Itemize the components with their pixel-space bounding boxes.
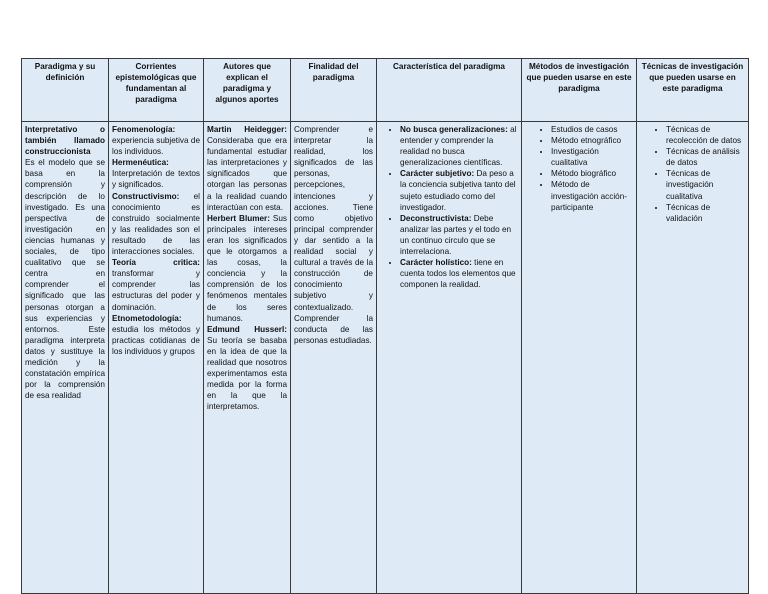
- current-item: [112, 191, 200, 258]
- author-item: [207, 124, 287, 213]
- current-text: transformar y comprender las estructuras del poder y dominación.: [112, 269, 200, 312]
- characteristic-term: No busca generalizaciones:: [400, 125, 508, 134]
- header-cell: Autores que explican el paradigma y algunos aportes: [204, 59, 291, 122]
- characteristic-term: Carácter holístico:: [400, 258, 472, 268]
- method-item: • Método de investigación acción-participante: [551, 179, 633, 212]
- author-name: Edmund Husserl:: [207, 324, 287, 334]
- header-cell: Métodos de investigación que pueden usarse en este paradigma: [522, 59, 637, 122]
- author-item: [207, 213, 287, 324]
- characteristic-text: al entender y comprender la realidad no busca generalizaciones científicas.: [400, 125, 517, 168]
- header-cell: Finalidad del paradigma: [291, 59, 377, 122]
- current-term: Constructivismo:: [112, 191, 180, 201]
- current-text: Interpretación de textos y significados.: [112, 169, 200, 190]
- header-cell: Técnicas de investigación que pueden usarse en este paradigma: [637, 59, 749, 122]
- paradigm-table: [21, 58, 749, 594]
- currents-cell: [109, 122, 204, 594]
- header-cell: Corrientes epistemológicas que fundamentan al paradigma: [109, 59, 204, 122]
- characteristics-cell: [377, 122, 522, 594]
- method-item: • Método etnográfico: [551, 135, 633, 146]
- current-item: [112, 124, 200, 157]
- technique-item: • Técnicas de investigación cualitativa: [666, 168, 745, 201]
- definition-cell: [22, 122, 109, 594]
- technique-item: • Técnicas de recolección de datos: [666, 124, 745, 146]
- methods-cell: [522, 122, 637, 594]
- current-item: [112, 157, 200, 190]
- current-text: el conocimiento es construido socialmente y las realidades son el resultado de las interacciones sociales.: [112, 191, 200, 257]
- paradigm-name: Interpretativo o también llamado construccionista: [25, 125, 105, 157]
- current-text: experiencia subjetiva de los individuos.: [112, 136, 200, 157]
- characteristic-item: [400, 213, 518, 257]
- current-term: Hermenéutica:: [112, 158, 169, 168]
- technique-item: • Técnicas de validación: [666, 202, 745, 224]
- author-text: Sus principales intereses eran los significados que le otorgamos a las cosas, la conciencia y la comprensión de los fenómenos mentales de los seres humanos.: [207, 213, 287, 323]
- characteristic-item: [400, 124, 518, 168]
- method-item: • Método biográfico: [551, 168, 633, 179]
- author-name: Martin Heidegger:: [207, 125, 287, 134]
- current-text: estudia los métodos y practicas cotidianas de los individuos y grupos: [112, 324, 200, 356]
- author-text: Su teoría se basaba en la idea de que la realidad que nosotros experimentamos esta medida por la forma en la que la interpretamos.: [207, 335, 287, 412]
- current-term: Teoría critica:: [112, 258, 200, 268]
- current-term: Fenomenología:: [112, 125, 176, 134]
- author-text: Consideraba que era fundamental estudiar las interpretaciones y significados que otorgan las personas a la realidad cuando interactúan con esta.: [207, 136, 287, 212]
- characteristic-text: Debe analizar las partes y el todo en un continuo circulo que se interrelaciona.: [400, 213, 512, 257]
- header-row: [22, 59, 749, 122]
- current-item: [112, 313, 200, 357]
- author-name: Herbert Blumer:: [207, 213, 270, 223]
- characteristic-item: [400, 168, 518, 212]
- purpose-cell: [291, 122, 377, 594]
- method-item: • Estudios de casos: [551, 124, 633, 135]
- header-cell: Característica del paradigma: [377, 59, 522, 122]
- author-item: [207, 324, 287, 413]
- header-cell: Paradigma y su definición: [22, 59, 109, 122]
- current-term: Etnometodología:: [112, 313, 182, 323]
- content-row: [22, 122, 749, 594]
- authors-cell: [204, 122, 291, 594]
- characteristic-term: Deconstructivista:: [400, 213, 472, 223]
- characteristic-item: [400, 257, 518, 290]
- method-item: • Investigación cualitativa: [551, 146, 633, 168]
- characteristic-text: Da peso a la conciencia subjetiva tanto del sujeto estudiado como del investigador.: [400, 169, 516, 212]
- current-item: [112, 257, 200, 312]
- technique-item: • Técnicas de análisis de datos: [666, 146, 745, 168]
- characteristic-text: tiene en cuenta todos los elementos que componen la realidad.: [400, 258, 516, 290]
- paradigm-definition: Es el modelo que se basa en la comprensión y descripción de lo investigado. Es una perspectiva de investigación en ciencias humanas y sociales, de tipo cualitativo que se centra en comprender el significado que las personas otorgan a sus experiencias y entornos. Este paradigma interpreta datos y sustituye la medición y la constatación empírica por la comprensión de esa realidad: [25, 158, 105, 401]
- characteristic-term: Carácter subjetivo:: [400, 169, 475, 179]
- purpose-text: Comprender e interpretar la realidad, los significados de las personas, percepciones, intenciones y acciones. Tiene como objetivo principal comprender y dar sentido a la realidad social y cultural a través de la construcción de conocimiento subjetivo y contextualizado. Comprender la conducta de las personas estudiadas.: [294, 125, 373, 345]
- techniques-cell: [637, 122, 749, 594]
